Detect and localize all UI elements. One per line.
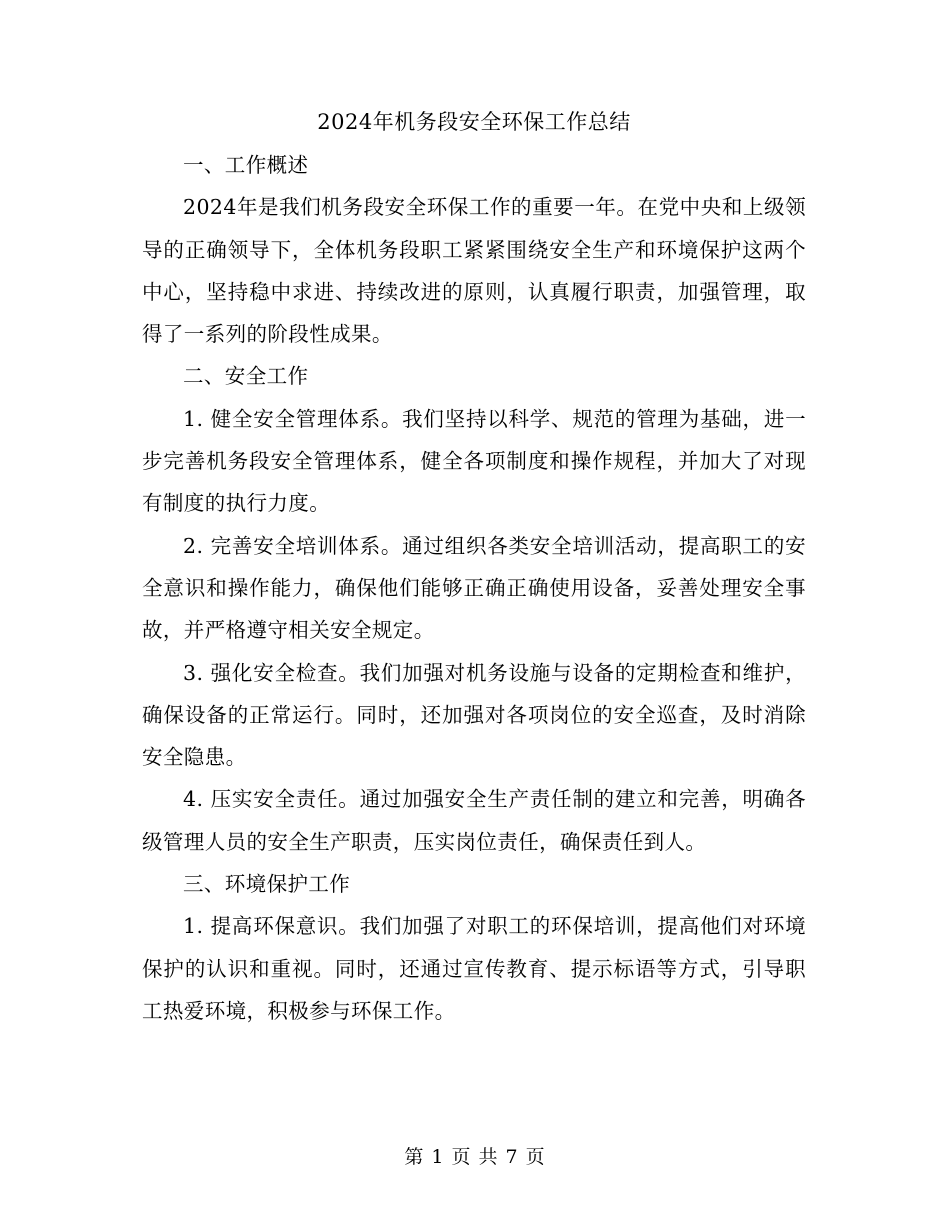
page-number-footer: 第 1 页 共 7 页 xyxy=(404,1146,546,1168)
paragraph-environment-1: 1. 提高环保意识。我们加强了对职工的环保培训，提高他们对环境保护的认识和重视。同时，还通过宣传教育、提示标语等方式，引导职工热爱环境，积极参与环保工作。 xyxy=(142,914,806,1023)
paragraph-overview: 2024年是我们机务段安全环保工作的重要一年。在党中央和上级领导的正确领导下，全体机务段职工紧紧围绕安全生产和环境保护这两个中心，坚持稳中求进、持续改进的原则，认真履行职责，加强管理，取得了一系列的阶段性成果。 xyxy=(142,195,806,347)
section-heading-environment: 三、环境保护工作 xyxy=(183,872,351,897)
section-heading-overview: 一、工作概述 xyxy=(183,153,309,177)
paragraph-safety-1: 1. 健全安全管理体系。我们坚持以科学、规范的管理为基础，进一步完善机务段安全管理体系，健全各项制度和操作规程，并加大了对现有制度的执行力度。 xyxy=(142,406,806,516)
document-title: 2024年机务段安全环保工作总结 xyxy=(317,110,631,134)
paragraph-safety-2: 2. 完善安全培训体系。通过组织各类安全培训活动，提高职工的安全意识和操作能力，确保他们能够正确正确使用设备，妥善处理安全事故，并严格遵守相关安全规定。 xyxy=(142,533,806,643)
paragraph-safety-4: 4. 压实安全责任。通过加强安全生产责任制的建立和完善，明确各级管理人员的安全生产职责，压实岗位责任，确保责任到人。 xyxy=(142,787,806,854)
section-heading-safety: 二、安全工作 xyxy=(183,364,309,389)
paragraph-safety-3: 3. 强化安全检查。我们加强对机务设施与设备的定期检查和维护，确保设备的正常运行。同时，还加强对各项岗位的安全巡查，及时消除安全隐患。 xyxy=(142,660,806,770)
document-body xyxy=(142,102,806,1032)
